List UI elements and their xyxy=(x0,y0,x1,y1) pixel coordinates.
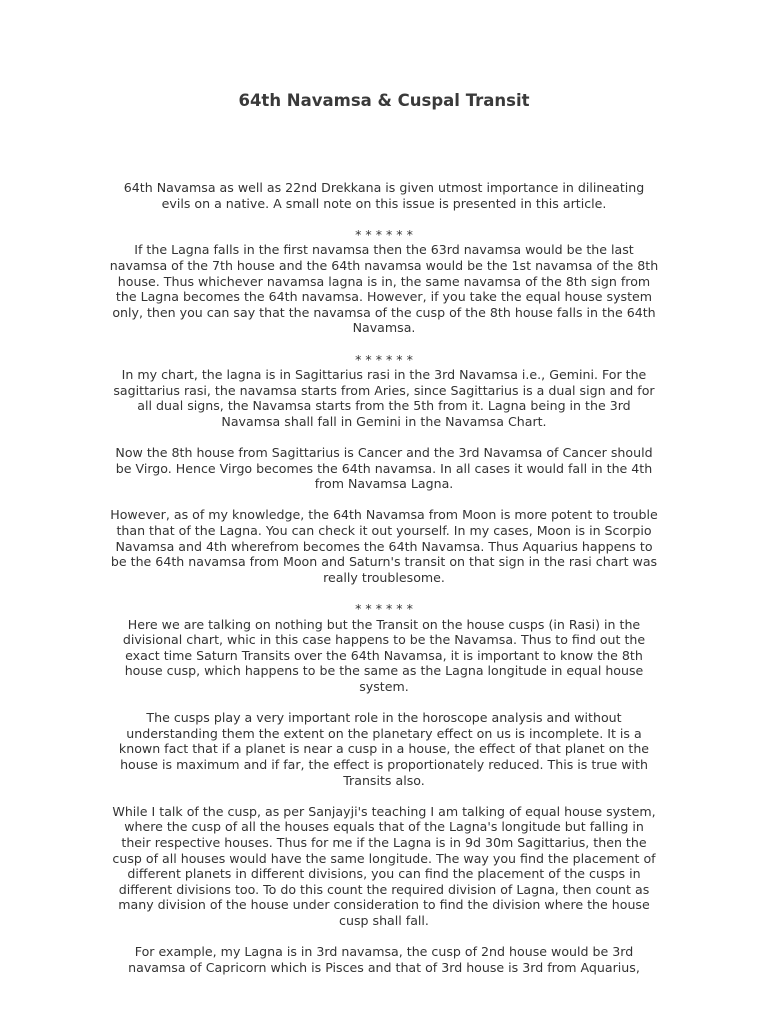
paragraph-equal-house: While I talk of the cusp, as per Sanjayji's teaching I am talking of equal house system, where the cusp of all the houses equals that of the Lagna's longitude but falling in their respective houses. Thus for me if the Lagna is in 9d 30m Sagittarius, then the cusp of all houses would have the same longitude. The way you find the placement of different planets in different divisions, you can find the placement of the cusps in different divisions too. To do this count the required division of Lagna, then count as many division of the house under consideration to find the division where the house cusp shall fall. xyxy=(112,803,656,928)
paragraph-first-navamsa: If the Lagna falls in the first navamsa then the 63rd navamsa would be the last navamsa of the 7th house and the 64th navamsa would be the 1st navamsa of the 8th house. Thus whichever navamsa lagna is in, the same navamsa of the 8th sign from the Lagna becomes the 64th navamsa. However, if you take the equal house system only, then you can say that the navamsa of the cusp of the 8th house falls in the 64th Navamsa. xyxy=(109,242,659,336)
paragraph-eighth-house: Now the 8th house from Sagittarius is Cancer and the 3rd Navamsa of Cancer should be Virgo. Hence Virgo becomes the 64th navamsa. In all cases it would fall in the 4th from Navamsa Lagna. xyxy=(115,445,653,492)
article-body xyxy=(108,180,660,991)
paragraph-cusps-role: The cusps play a very important role in the horoscope analysis and without understanding them the extent on the planetary effect on us is incomplete. It is a known fact that if a planet is near a cusp in a house, the effect of that planet on the house is maximum and if far, the effect is proportionately reduced. This is true with Transits also. xyxy=(118,710,650,788)
paragraph-example: For example, my Lagna is in 3rd navamsa, the cusp of 2nd house would be 3rd navamsa of Capricorn which is Pisces and that of 3rd house is 3rd from Aquarius, xyxy=(128,944,640,975)
paragraph-transit-cusps: Here we are talking on nothing but the Transit on the house cusps (in Rasi) in the divisional chart, whic in this case happens to be the Navamsa. Thus to find out the exact time Saturn Transits over the 64th Navamsa, it is important to know the 8th house cusp, which happens to be the same as the Lagna longitude in equal house system. xyxy=(122,616,646,694)
paragraph-my-chart: In my chart, the lagna is in Sagittarius rasi in the 3rd Navamsa i.e., Gemini. For the sagittarius rasi, the navamsa starts from Aries, since Sagittarius is a dual sign and for all dual signs, the Navamsa starts from the 5th from it. Lagna being in the 3rd Navamsa shall fall in Gemini in the Navamsa Chart. xyxy=(113,367,655,429)
paragraph-moon: However, as of my knowledge, the 64th Navamsa from Moon is more potent to trouble than that of the Lagna. You can check it out yourself. In my cases, Moon is in Scorpio Navamsa and 4th wherefrom becomes the 64th Navamsa. Thus Aquarius happens to be the 64th navamsa from Moon and Saturn's transit on that sign in the rasi chart was really troublesome. xyxy=(110,507,658,585)
section-separator: * * * * * * xyxy=(355,601,413,617)
section-separator: * * * * * * xyxy=(355,226,413,242)
section-separator: * * * * * * xyxy=(355,351,413,367)
paragraph-intro: 64th Navamsa as well as 22nd Drekkana is given utmost importance in dilineating evils on a native. A small note on this issue is presented in this article. xyxy=(123,180,645,211)
page-title: 64th Navamsa & Cuspal Transit xyxy=(238,91,530,110)
